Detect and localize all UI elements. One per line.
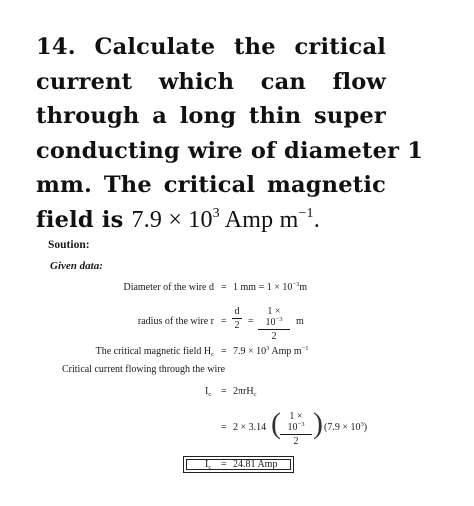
question-line-4: conducting wire of diameter 1 (36, 137, 424, 164)
diameter-label: Diameter of the wire d (123, 282, 214, 293)
hc-equals: = (221, 346, 227, 357)
critical-current-label: Critical current flowing through the wire (62, 364, 226, 375)
question-line-2: current which can flow (36, 68, 386, 95)
diameter-equals: = (221, 282, 227, 293)
field-value: $7.9 \times 10^3$ Amp $m^{-1}$. (131, 205, 320, 233)
radius-equals: = (221, 316, 227, 327)
left-paren: ( (271, 407, 281, 440)
ic-symbol: $I_c$ (205, 386, 212, 398)
solution-heading: Soution: (48, 239, 90, 251)
radius-fraction-value: $\frac{1 \times 10^{-3}}{2}$ (258, 306, 290, 342)
ic-equals: = (221, 386, 227, 397)
ic-formula: 2πrH$_c$ (233, 386, 257, 398)
hc-label: The critical magnetic field $H_c$ (95, 346, 214, 358)
question-line-6: field is $7.9 \times 10^3$ Amp $m^{-1}$. (36, 205, 320, 233)
ic-calc-prefix: 2 × 3.14 (233, 422, 267, 433)
question-number: 14. (36, 34, 76, 60)
right-paren: ) (313, 407, 323, 440)
ic-calc-fraction: $\frac{1 \times 10^{-3}}{2}$ (280, 411, 312, 447)
radius-label: radius of the wire r (137, 316, 214, 327)
radius-fraction-d-over-2: $\frac{d}{2}$ (232, 306, 242, 331)
question-line-5: mm. The critical magnetic (36, 172, 386, 198)
question-text (36, 30, 424, 237)
radius-unit: m (296, 316, 304, 327)
result-symbol: $I_c$ (205, 459, 212, 471)
question-line-1: 14. Calculate the critical (36, 34, 386, 60)
hc-value: $7.9 \times 10^3$ Amp $m^{-1}$ (233, 345, 309, 357)
result-equals: = (221, 459, 227, 470)
diameter-value: 1 mm = $1 \times 10^{-3}m$ (233, 281, 308, 293)
question-line-3: through a long thin super (36, 103, 386, 129)
ic-equals-2: = (221, 422, 227, 433)
ic-calc-suffix: $(7.9 \times 10^3)$ (324, 421, 368, 433)
given-data-heading: Given data: (50, 260, 103, 272)
radius-equals-2: = (248, 316, 254, 327)
result-value: 24.81 Amp (233, 459, 278, 470)
